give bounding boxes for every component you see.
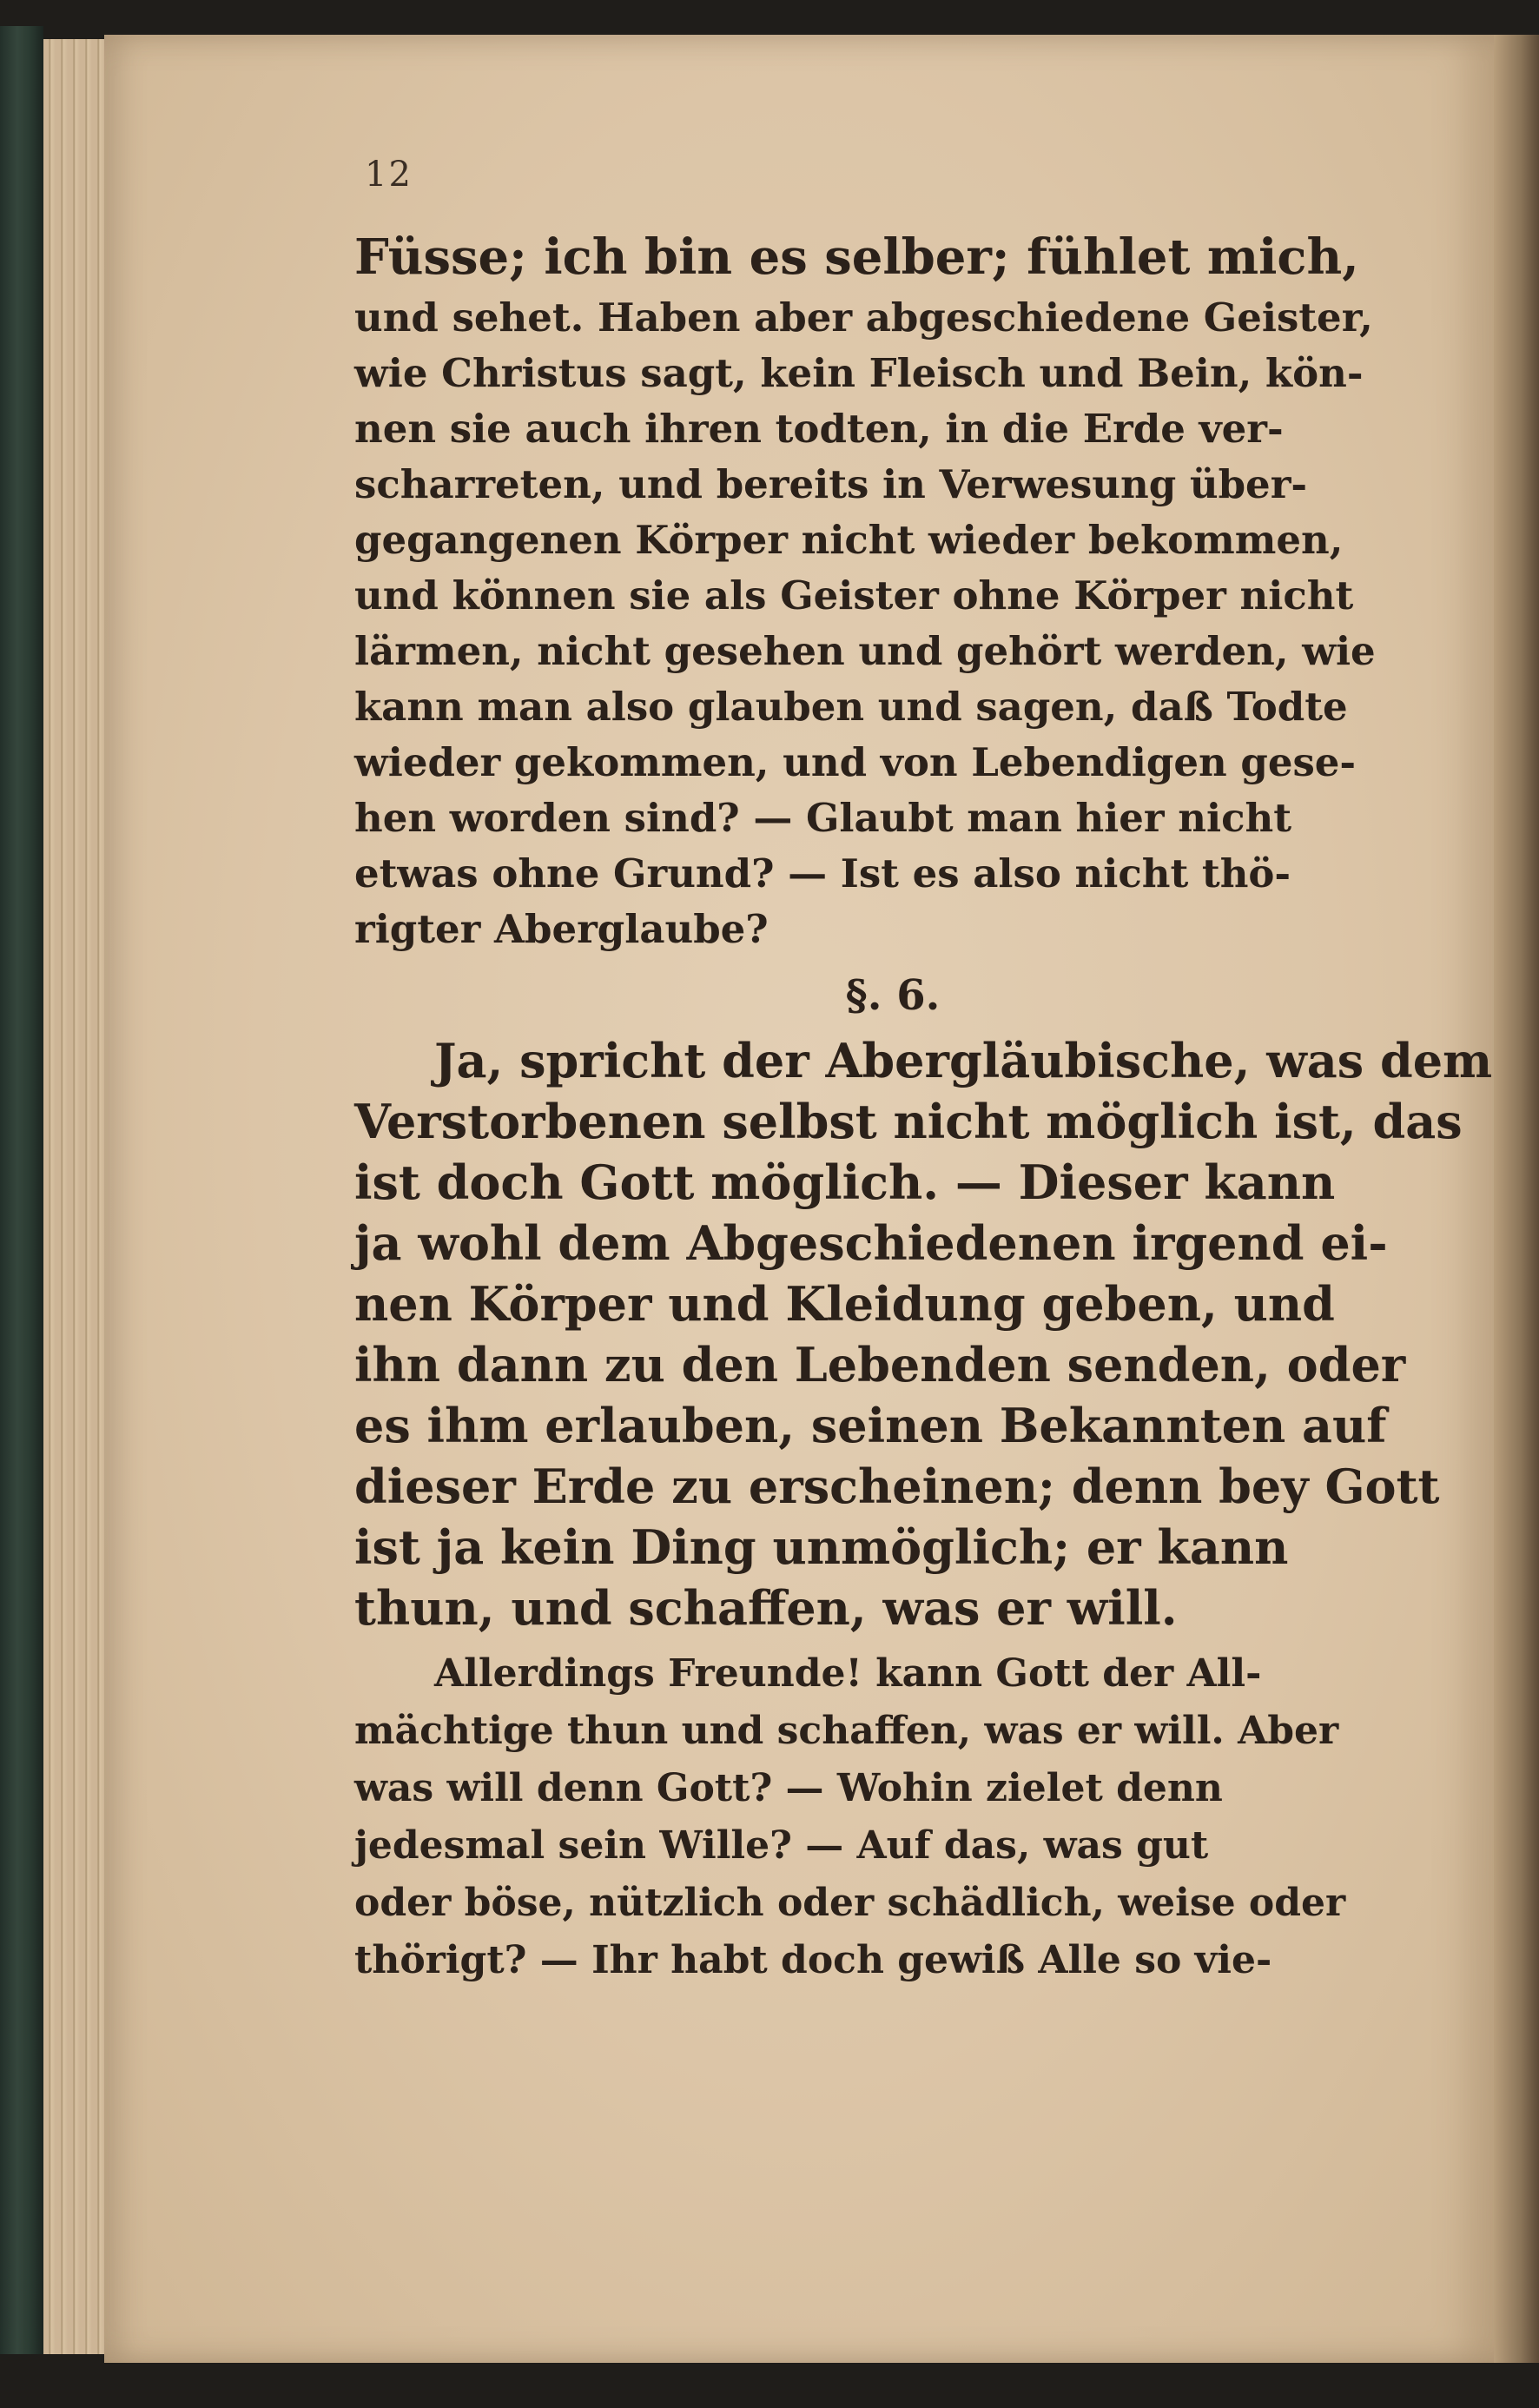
text-line: ihn dann zu den Lebenden senden, oder bbox=[354, 1337, 1406, 1393]
paragraph-2 bbox=[354, 1030, 1493, 1638]
text-line: scharreten, und bereits in Verwesung über- bbox=[354, 461, 1308, 507]
text-line: thörigt? — Ihr habt doch gewiß Alle so vie- bbox=[354, 1938, 1272, 1982]
paragraph-1 bbox=[354, 224, 1376, 957]
text-line: lärmen, nicht gesehen und gehört werden, wie bbox=[354, 628, 1376, 674]
page-number: 12 bbox=[365, 155, 413, 195]
text-line: ist doch Gott möglich. — Dieser kann bbox=[354, 1154, 1336, 1210]
book-binding bbox=[0, 26, 43, 2354]
text-line: dieser Erde zu erscheinen; denn bey Gott bbox=[354, 1459, 1440, 1514]
text-line: rigter Aberglaube? bbox=[354, 906, 769, 952]
text-line: und sehet. Haben aber abgeschiedene Geister, bbox=[354, 294, 1373, 341]
text-line: gegangenen Körper nicht wieder bekommen, bbox=[354, 517, 1344, 563]
text-line: hen worden sind? — Glaubt man hier nicht bbox=[354, 795, 1291, 841]
text-line: nen Körper und Kleidung geben, und bbox=[354, 1276, 1335, 1332]
text-line: nen sie auch ihren todten, in die Erde ver- bbox=[354, 406, 1284, 452]
paragraph-3 bbox=[354, 1645, 1362, 1989]
text-line: ist ja kein Ding unmöglich; er kann bbox=[354, 1519, 1289, 1575]
text-line: ja wohl dem Abgeschiedenen irgend ei- bbox=[354, 1215, 1388, 1271]
text-line: Allerdings Freunde! kann Gott der All- bbox=[434, 1651, 1262, 1696]
text-line: Ja, spricht der Abergläubische, was dem bbox=[434, 1033, 1493, 1088]
text-line: thun, und schaffen, was er will. bbox=[354, 1580, 1178, 1636]
text-line: es ihm erlauben, seinen Bekannten auf bbox=[354, 1398, 1387, 1453]
text-line: wieder gekommen, und von Lebendigen gese- bbox=[354, 739, 1357, 785]
text-line: wie Christus sagt, kein Fleisch und Bein, kön- bbox=[354, 350, 1364, 396]
right-page-edge bbox=[1494, 35, 1539, 2363]
text-line: jedesmal sein Wille? — Auf das, was gut bbox=[354, 1823, 1209, 1868]
text-line: oder böse, nützlich oder schädlich, weise oder bbox=[354, 1881, 1346, 1925]
text-block bbox=[354, 224, 1493, 1989]
text-line: was will denn Gott? — Wohin zielet denn bbox=[354, 1766, 1223, 1810]
text-line: und können sie als Geister ohne Körper nicht bbox=[354, 572, 1354, 619]
text-line: mächtige thun und schaffen, was er will. Aber bbox=[354, 1709, 1339, 1753]
text-line: kann man also glauben und sagen, daß Todte bbox=[354, 684, 1348, 730]
section-heading: §. 6. bbox=[845, 971, 941, 1020]
text-line: Verstorbenen selbst nicht möglich ist, das bbox=[354, 1094, 1463, 1149]
page-edges bbox=[43, 39, 113, 2354]
text-line: Füsse; ich bin es selber; fühlet mich, bbox=[354, 228, 1359, 286]
text-line: etwas ohne Grund? — Ist es also nicht thö- bbox=[354, 850, 1291, 896]
